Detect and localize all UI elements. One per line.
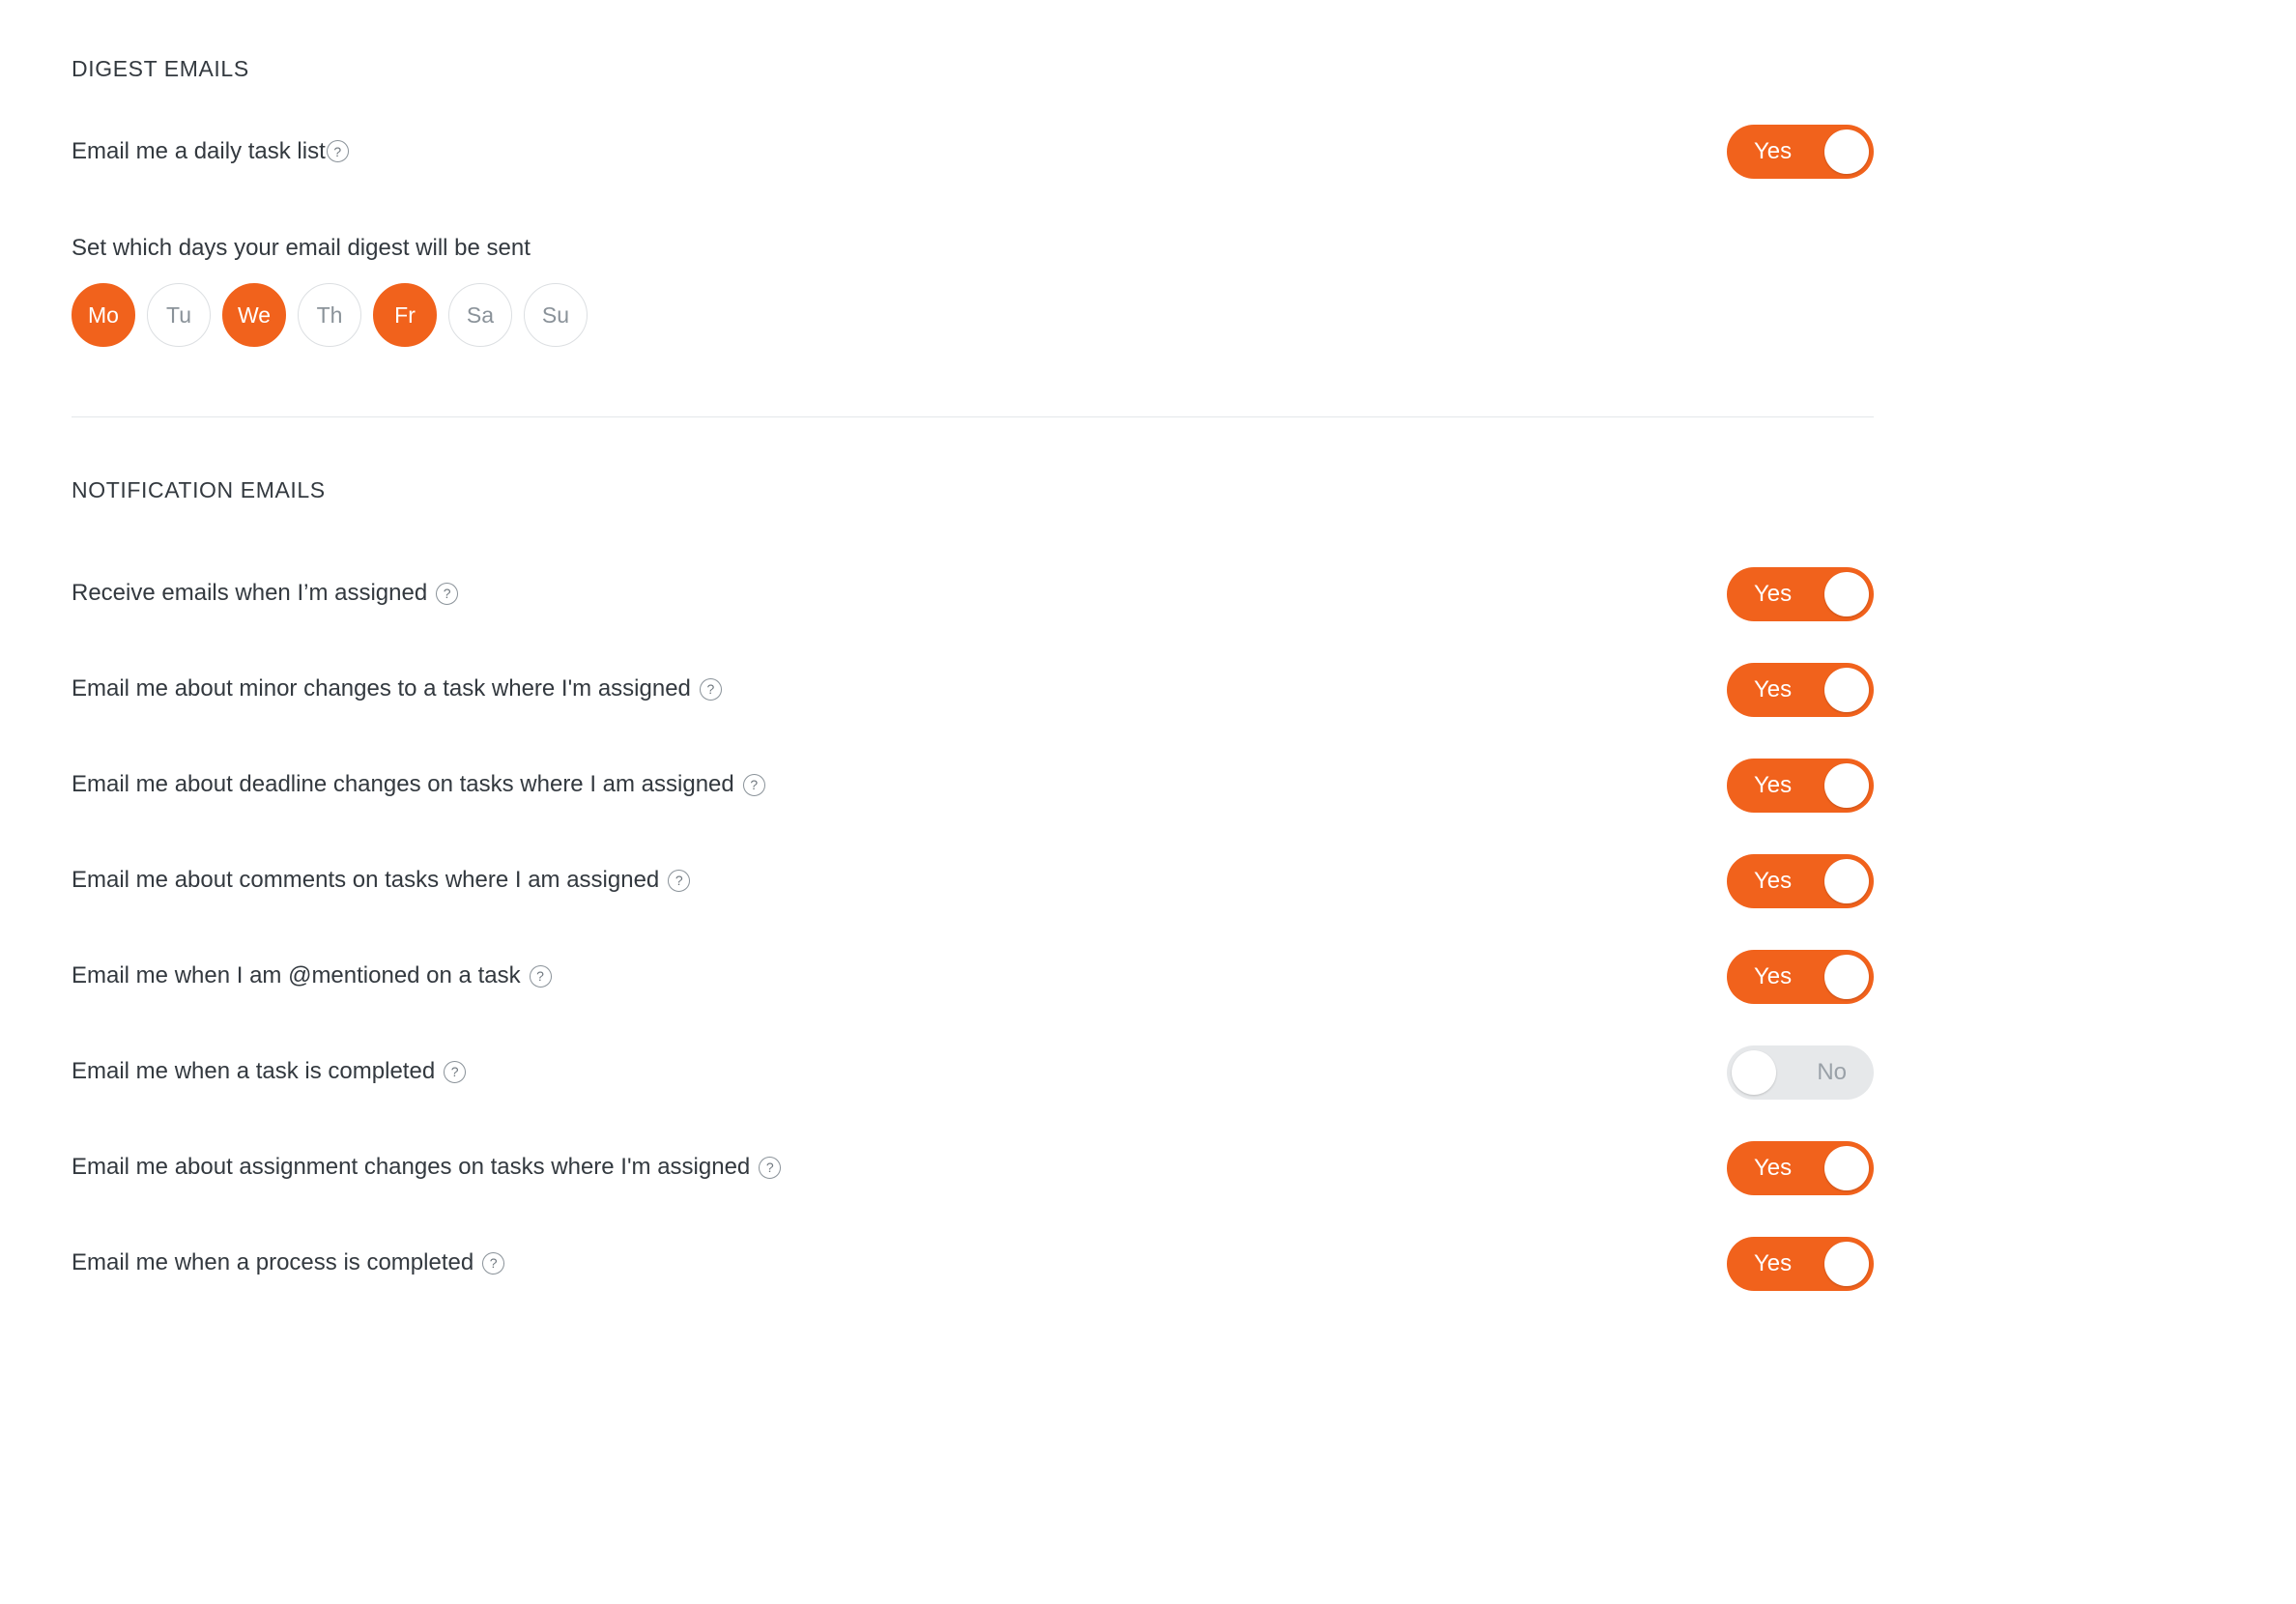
- daily-task-list-label: Email me a daily task list: [72, 137, 326, 164]
- help-circle-icon[interactable]: ?: [759, 1157, 781, 1179]
- notification-toggle-deadline-changes[interactable]: [1727, 759, 1874, 813]
- toggle-state-label: Yes: [1754, 867, 1793, 894]
- notification-emails-heading: NOTIFICATION EMAILS: [72, 477, 326, 502]
- toggle-knob: [1732, 1050, 1776, 1095]
- digest-day-selector: [72, 283, 1797, 347]
- notification-emails-section: [72, 477, 1847, 1311]
- daily-task-list-toggle[interactable]: [1727, 125, 1874, 179]
- toggle-knob: [1824, 572, 1869, 616]
- notification-row: [72, 1120, 1874, 1216]
- day-toggle-tu[interactable]: Tu: [147, 283, 211, 347]
- notification-label-group: [72, 771, 765, 799]
- help-circle-icon[interactable]: ?: [327, 140, 349, 162]
- digest-days-label: Set which days your email digest will be sent: [72, 235, 531, 261]
- notification-toggle-mentioned[interactable]: [1727, 950, 1874, 1004]
- daily-task-list-row: [72, 125, 1874, 179]
- toggle-state-label: Yes: [1754, 675, 1793, 702]
- notification-label: Email me when a task is completed: [72, 1058, 436, 1085]
- notification-toggle-task-completed[interactable]: [1727, 1045, 1874, 1100]
- notification-label-group: [72, 580, 458, 608]
- toggle-state-label: Yes: [1754, 771, 1793, 798]
- notification-row: [72, 929, 1874, 1024]
- help-circle-icon[interactable]: ?: [668, 870, 690, 892]
- notification-label-group: [72, 1249, 504, 1277]
- toggle-state-label: Yes: [1754, 580, 1793, 607]
- day-toggle-we[interactable]: We: [222, 283, 286, 347]
- help-circle-icon[interactable]: ?: [530, 965, 552, 988]
- notification-row: [72, 546, 1874, 642]
- notification-label-group: [72, 962, 552, 990]
- notification-label: Receive emails when I’m assigned: [72, 580, 428, 607]
- day-toggle-fr[interactable]: Fr: [373, 283, 437, 347]
- help-circle-icon[interactable]: ?: [436, 583, 458, 605]
- digest-emails-heading: DIGEST EMAILS: [72, 56, 249, 81]
- toggle-knob: [1824, 129, 1869, 174]
- notification-label: Email me about deadline changes on tasks where I am assigned: [72, 771, 734, 798]
- toggle-state-label: Yes: [1754, 962, 1793, 989]
- toggle-state-label: Yes: [1754, 1154, 1793, 1181]
- notification-row: [72, 642, 1874, 737]
- help-circle-icon[interactable]: ?: [700, 678, 722, 701]
- toggle-knob: [1824, 1146, 1869, 1190]
- toggle-knob: [1824, 668, 1869, 712]
- notification-label: Email me about minor changes to a task where I'm assigned: [72, 675, 691, 702]
- notification-label-group: [72, 1154, 781, 1182]
- toggle-state-label: No: [1817, 1058, 1847, 1085]
- day-toggle-th[interactable]: Th: [298, 283, 361, 347]
- notification-label: Email me about assignment changes on tasks where I'm assigned: [72, 1154, 751, 1181]
- notification-label: Email me when I am @mentioned on a task: [72, 962, 521, 989]
- notification-row: [72, 1024, 1874, 1120]
- daily-task-list-label-group: [72, 138, 349, 166]
- section-divider: [72, 416, 1874, 417]
- notification-row: [72, 1216, 1874, 1311]
- digest-emails-section: [72, 56, 1797, 347]
- toggle-knob: [1824, 763, 1869, 808]
- notification-row: [72, 737, 1874, 833]
- notification-label: Email me about comments on tasks where I am assigned: [72, 867, 660, 894]
- notification-label-group: [72, 675, 722, 703]
- day-toggle-sa[interactable]: Sa: [448, 283, 512, 347]
- toggle-state-label: Yes: [1754, 1249, 1793, 1276]
- notification-toggle-process-completed[interactable]: [1727, 1237, 1874, 1291]
- day-toggle-su[interactable]: Su: [524, 283, 588, 347]
- notification-label-group: [72, 1058, 466, 1086]
- day-toggle-mo[interactable]: Mo: [72, 283, 135, 347]
- notification-toggle-assigned[interactable]: [1727, 567, 1874, 621]
- notification-toggle-comments[interactable]: [1727, 854, 1874, 908]
- help-circle-icon[interactable]: ?: [482, 1252, 504, 1275]
- notification-label-group: [72, 867, 690, 895]
- toggle-state-label: Yes: [1754, 138, 1793, 164]
- toggle-knob: [1824, 1242, 1869, 1286]
- help-circle-icon[interactable]: ?: [444, 1061, 466, 1083]
- help-circle-icon[interactable]: ?: [743, 774, 765, 796]
- notification-toggle-assignment-changes[interactable]: [1727, 1141, 1874, 1195]
- toggle-knob: [1824, 955, 1869, 999]
- notification-label: Email me when a process is completed: [72, 1249, 474, 1276]
- notification-toggle-minor-changes[interactable]: [1727, 663, 1874, 717]
- toggle-knob: [1824, 859, 1869, 903]
- notification-row: [72, 833, 1874, 929]
